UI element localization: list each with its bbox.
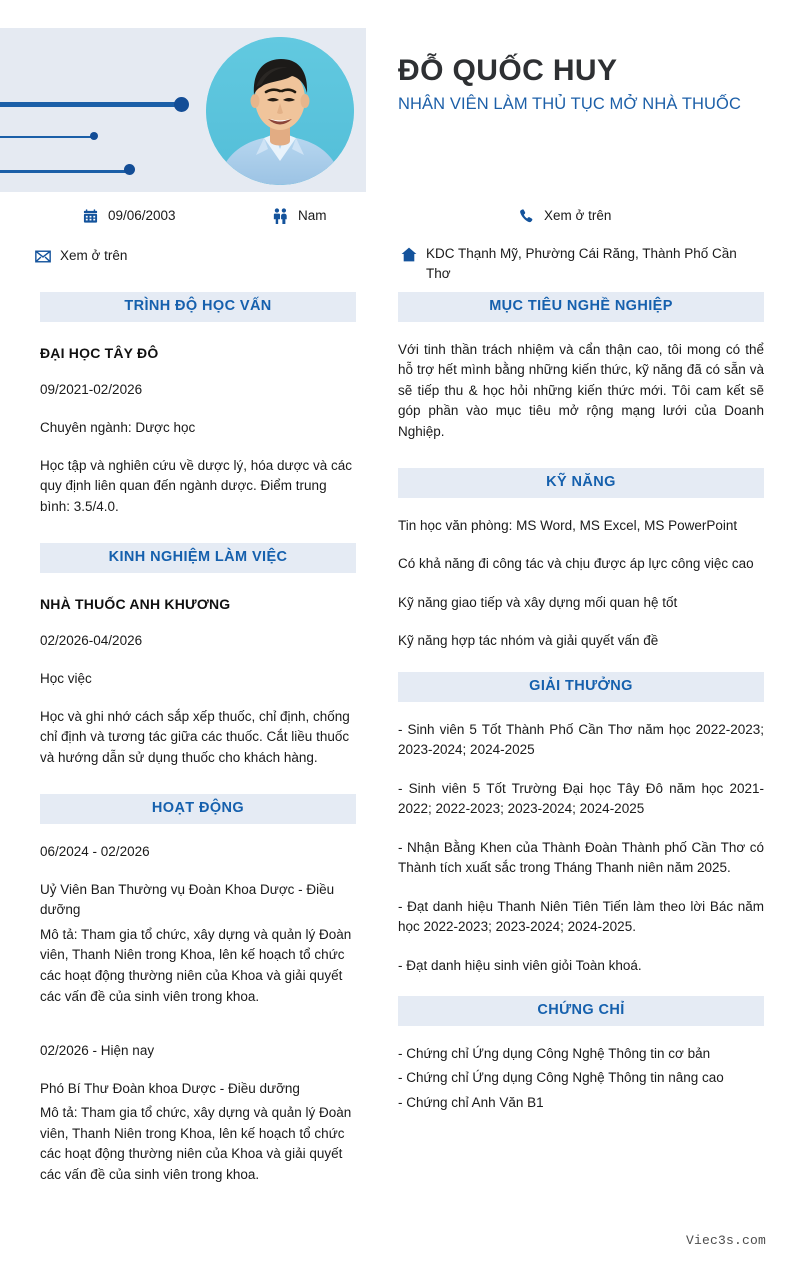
contact-dob xyxy=(82,206,176,226)
skill-item: Tin học văn phòng: MS Word, MS Excel, MS PowerPoint xyxy=(398,517,738,533)
section-awards xyxy=(398,672,764,976)
contact-address-value: KDC Thạnh Mỹ, Phường Cái Răng, Thành Phố Cần Thơ xyxy=(426,246,737,281)
job-title: NHÂN VIÊN LÀM THỦ TỤC MỞ NHÀ THUỐC xyxy=(398,94,741,113)
contact-phone-value: Xem ở trên xyxy=(544,208,612,223)
decoration-line-3 xyxy=(0,170,130,173)
section-heading-skills: KỸ NĂNG xyxy=(398,468,764,498)
experience-role: Học việc xyxy=(40,670,92,686)
left-column xyxy=(40,292,356,1186)
award-item: - Đạt danh hiệu Thanh Niên Tiên Tiến làm theo lời Bác năm học 2022-2023; 2023-2024; 2024-2025. xyxy=(398,898,764,935)
phone-icon xyxy=(518,207,535,225)
activity-role: Phó Bí Thư Đoàn khoa Dược - Điều dưỡng xyxy=(40,1080,300,1096)
right-column xyxy=(398,292,764,1114)
header-text xyxy=(398,54,788,114)
contact-strip xyxy=(0,192,800,292)
award-item: - Nhận Bằng Khen của Thành Đoàn Thành phố Cần Thơ có Thành tích xuất sắc trong Tháng Thanh niên năm 2025. xyxy=(398,839,764,876)
certificate-item: - Chứng chỉ Ứng dụng Công Nghệ Thông tin nâng cao xyxy=(398,1070,724,1086)
award-item: - Đạt danh hiệu sinh viên giỏi Toàn khoá. xyxy=(398,957,642,973)
section-objective xyxy=(398,292,764,442)
candidate-name: ĐỖ QUỐC HUY xyxy=(398,54,618,87)
education-org: ĐẠI HỌC TÂY ĐÔ xyxy=(40,344,159,361)
section-experience xyxy=(40,543,356,768)
certificate-item: - Chứng chỉ Ứng dụng Công Nghệ Thông tin cơ bản xyxy=(398,1045,711,1061)
education-major: Chuyên ngành: Dược học xyxy=(40,419,196,435)
section-education xyxy=(40,292,356,517)
skill-item: Kỹ năng giao tiếp và xây dựng mối quan hệ tốt xyxy=(398,594,678,610)
gender-icon xyxy=(272,207,289,225)
contact-phone xyxy=(518,206,611,226)
experience-description: Học và ghi nhớ cách sắp xếp thuốc, chỉ định, chống chỉ định và tương tác giữa các thuốc. Cắt liều thuốc và hướng dẫn sử dụng thuốc cho khách hàng. xyxy=(40,708,350,765)
email-icon xyxy=(34,247,51,265)
section-heading-objective: MỤC TIÊU NGHỀ NGHIỆP xyxy=(398,292,764,322)
activity-item xyxy=(40,843,356,1007)
home-icon xyxy=(400,245,417,263)
contact-email xyxy=(34,246,127,266)
section-certificates xyxy=(398,996,764,1113)
contact-dob-value: 09/06/2003 xyxy=(108,208,176,223)
decoration-dot-1 xyxy=(174,97,189,112)
education-dates: 09/2021-02/2026 xyxy=(40,381,143,397)
portrait-photo-icon xyxy=(206,37,354,185)
contact-gender xyxy=(272,206,327,226)
experience-dates: 02/2026-04/2026 xyxy=(40,633,143,649)
contact-address xyxy=(400,244,740,283)
activity-role: Uỷ Viên Ban Thường vụ Đoàn Khoa Dược - Điều dưỡng xyxy=(40,881,335,918)
contact-gender-value: Nam xyxy=(298,208,327,223)
skill-item: Có khả năng đi công tác và chịu được áp lực công việc cao xyxy=(398,556,754,572)
activity-dates: 02/2026 - Hiện nay xyxy=(40,1043,155,1059)
section-heading-experience: KINH NGHIỆM LÀM VIỆC xyxy=(40,543,356,573)
section-activities xyxy=(40,794,356,1185)
activity-item xyxy=(40,1042,356,1185)
section-heading-education: TRÌNH ĐỘ HỌC VẤN xyxy=(40,292,356,322)
activity-description: Mô tả: Tham gia tổ chức, xây dựng và quản lý Đoàn viên, Thanh Niên trong Khoa, lên kế hoạch tổ chức các hoạt động thường niên của Khoa và giải quyết các vấn đề của sinh viên trong khoa. xyxy=(40,926,352,1004)
calendar-icon xyxy=(82,207,99,225)
decoration-line-1 xyxy=(0,102,180,107)
section-heading-activities: HOẠT ĐỘNG xyxy=(40,794,356,824)
avatar xyxy=(206,37,354,185)
certificate-item: - Chứng chỉ Anh Văn B1 xyxy=(398,1095,544,1110)
footer-watermark: Viec3s.com xyxy=(685,1233,766,1248)
activity-dates: 06/2024 - 02/2026 xyxy=(40,844,150,860)
skill-item: Kỹ năng hợp tác nhóm và giải quyết vấn đề xyxy=(398,633,659,649)
decoration-line-2 xyxy=(0,136,95,138)
section-skills xyxy=(398,468,764,652)
activity-description: Mô tả: Tham gia tổ chức, xây dựng và quản lý Đoàn viên, Thanh Niên trong Khoa, lên kế hoạch tổ chức các hoạt động thường niên của Khoa và giải quyết các vấn đề của sinh viên trong khoa. xyxy=(40,1105,352,1182)
contact-email-value: Xem ở trên xyxy=(60,248,128,263)
decoration-dot-2 xyxy=(90,132,98,140)
section-heading-awards: GIẢI THƯỞNG xyxy=(398,672,764,702)
experience-org: NHÀ THUỐC ANH KHƯƠNG xyxy=(40,595,231,612)
cv-header xyxy=(0,0,800,192)
objective-text: Với tinh thần trách nhiệm và cẩn thận cao, tôi mong có thể hỗ trợ hết mình bằng những kiến thức, kỹ năng đã có sẵn và sẽ tiếp thu & học hỏi những kiến thức mới. Tôi cam kết sẽ góp phần vào mục tiêu mở rộng mạng lưới của Doanh Nghiệp. xyxy=(398,341,764,439)
decoration-dot-3 xyxy=(124,164,135,175)
award-item: - Sinh viên 5 Tốt Thành Phố Cần Thơ năm học 2022-2023; 2023-2024; 2024-2025 xyxy=(398,721,764,758)
award-item: - Sinh viên 5 Tốt Trường Đại học Tây Đô năm học 2021-2022; 2022-2023; 2023-2024; 2024-2025 xyxy=(398,780,764,817)
section-heading-certificates: CHỨNG CHỈ xyxy=(398,996,764,1026)
education-description: Học tập và nghiên cứu về dược lý, hóa dược và các quy định liên quan đến ngành dược. Điểm trung bình: 3.5/4.0. xyxy=(40,457,352,514)
